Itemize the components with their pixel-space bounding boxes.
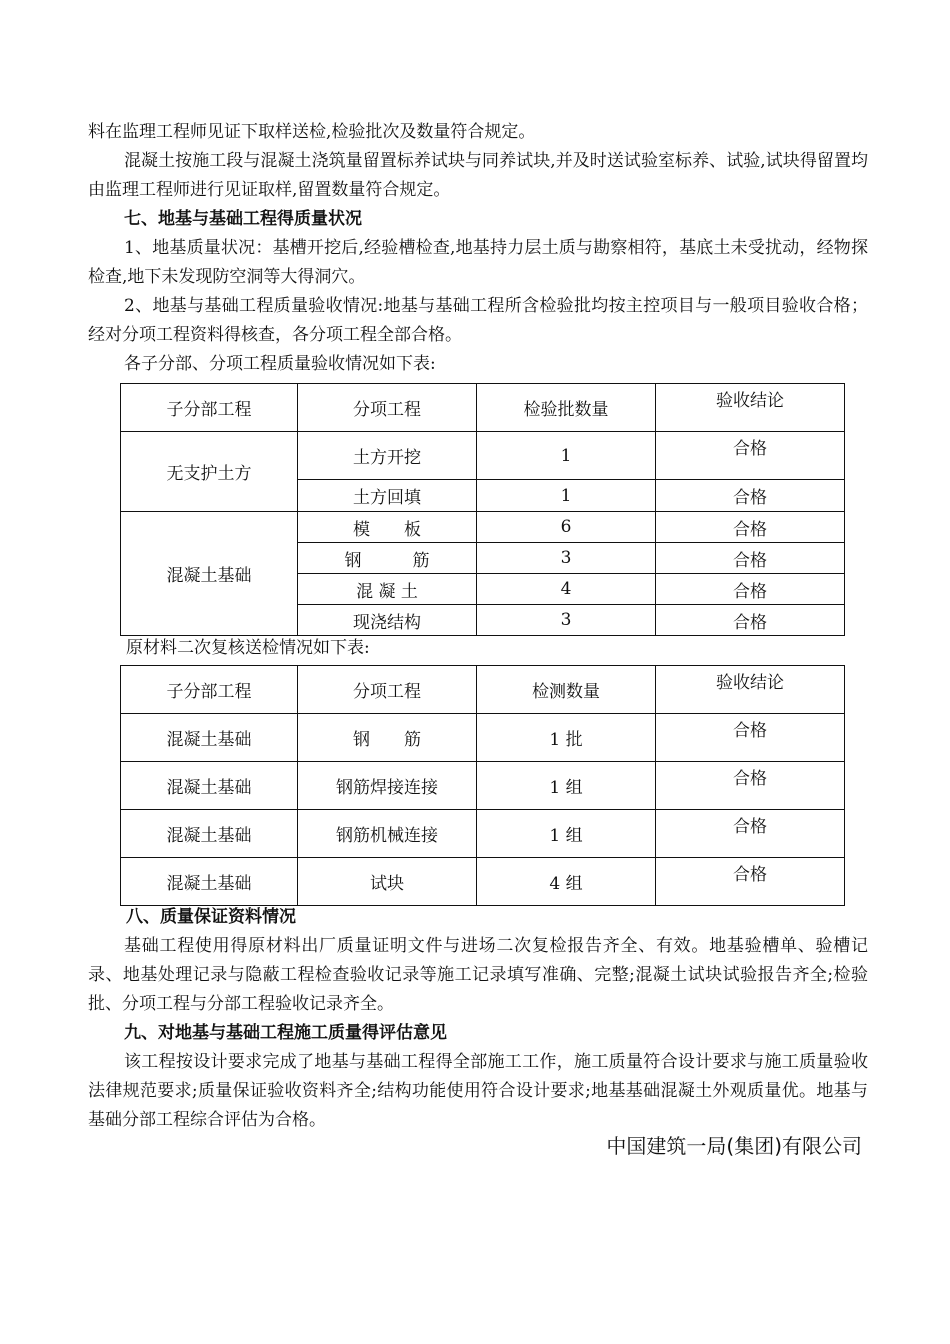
table1-caption: 各子分部、分项工程质量验收情况如下表: — [124, 354, 436, 374]
result-cell: 合格 — [656, 810, 845, 858]
result-cell: 合格 — [656, 605, 845, 636]
result-cell: 合格 — [656, 574, 845, 605]
table-header-row — [121, 384, 845, 432]
table-row — [121, 714, 845, 762]
table2-caption: 原材料二次复核送检情况如下表: — [126, 638, 370, 658]
result-cell: 合格 — [656, 512, 845, 543]
count-cell: 4 — [477, 574, 656, 605]
subitem-acceptance-table — [120, 383, 845, 636]
header-conclusion: 验收结论 — [656, 384, 845, 432]
count-cell: 1 组 — [477, 762, 656, 810]
count-cell: 6 — [477, 512, 656, 543]
table-row — [121, 432, 845, 480]
item-cell: 钢筋焊接连接 — [298, 762, 477, 810]
count-cell: 1 组 — [477, 810, 656, 858]
table-row — [121, 762, 845, 810]
paragraph-sampling: 料在监理工程师见证下取样送检,检验批次及数量符合规定。 — [88, 122, 536, 142]
sub-cell: 混凝土基础 — [121, 762, 298, 810]
header-batch-count: 检验批数量 — [477, 384, 656, 432]
header-conclusion: 验收结论 — [656, 666, 845, 714]
item-cell: 土方开挖 — [298, 432, 477, 480]
item-cell: 混 凝 土 — [298, 574, 477, 605]
item-cell: 模 板 — [298, 512, 477, 543]
result-cell: 合格 — [656, 714, 845, 762]
header-item: 分项工程 — [298, 666, 477, 714]
result-cell: 合格 — [656, 480, 845, 512]
count-cell: 3 — [477, 605, 656, 636]
header-test-count: 检测数量 — [477, 666, 656, 714]
table-row — [121, 512, 845, 543]
table-row — [121, 810, 845, 858]
paragraph-concrete-specimens: 混凝土按施工段与混凝土浇筑量留置标养试块与同养试块,并及时送试验室标养、试验,试块得留置均由监理工程师进行见证取样,留置数量符合规定。 — [88, 151, 868, 200]
paragraph-acceptance: 2、地基与基础工程质量验收情况:地基与基础工程所含检验批均按主控项目与一般项目验收合格；经对分项工程资料得核查，各分项工程全部合格。 — [88, 296, 868, 345]
header-item: 分项工程 — [298, 384, 477, 432]
company-signature: 中国建筑一局(集团)有限公司 — [606, 1134, 862, 1158]
item-cell: 土方回填 — [298, 480, 477, 512]
count-cell: 1 — [477, 432, 656, 480]
table-row — [121, 858, 845, 906]
item-cell: 现浇结构 — [298, 605, 477, 636]
header-sub-project: 子分部工程 — [121, 666, 298, 714]
result-cell: 合格 — [656, 858, 845, 906]
paragraph-quality-docs: 基础工程使用得原材料出厂质量证明文件与进场二次复检报告齐全、有效。地基验槽单、验槽记录、地基处理记录与隐蔽工程检查验收记录等施工记录填写准确、完整;混凝土试块试验报告齐全;检验批、分项工程与分部工程验收记录齐全。 — [88, 936, 868, 1014]
item-cell: 钢筋机械连接 — [298, 810, 477, 858]
result-cell: 合格 — [656, 543, 845, 574]
section-heading-7: 七、地基与基础工程得质量状况 — [124, 209, 362, 229]
paragraph-foundation-quality: 1、地基质量状况：基槽开挖后,经验槽检查,地基持力层土质与勘察相符，基底土未受扰动，经物探检查,地下未发现防空洞等大得洞穴。 — [88, 238, 868, 287]
paragraph-assessment: 该工程按设计要求完成了地基与基础工程得全部施工工作，施工质量符合设计要求与施工质量验收法律规范要求;质量保证验收资料齐全;结构功能使用符合设计要求;地基基础混凝土外观质量优。地基与基础分部工程综合评估为合格。 — [88, 1052, 868, 1130]
item-cell: 钢 筋 — [298, 543, 477, 574]
sub-cell: 混凝土基础 — [121, 714, 298, 762]
result-cell: 合格 — [656, 432, 845, 480]
count-cell: 1 — [477, 480, 656, 512]
section-heading-9: 九、对地基与基础工程施工质量得评估意见 — [124, 1023, 447, 1043]
sub-cell: 混凝土基础 — [121, 858, 298, 906]
item-cell: 钢 筋 — [298, 714, 477, 762]
table-header-row — [121, 666, 845, 714]
count-cell: 1 批 — [477, 714, 656, 762]
section-heading-8: 八、质量保证资料情况 — [126, 907, 296, 927]
result-cell: 合格 — [656, 762, 845, 810]
group-name: 无支护土方 — [121, 432, 298, 512]
header-sub-project: 子分部工程 — [121, 384, 298, 432]
item-cell: 试块 — [298, 858, 477, 906]
count-cell: 3 — [477, 543, 656, 574]
group-name: 混凝土基础 — [121, 512, 298, 636]
count-cell: 4 组 — [477, 858, 656, 906]
material-retest-table — [120, 665, 845, 906]
sub-cell: 混凝土基础 — [121, 810, 298, 858]
